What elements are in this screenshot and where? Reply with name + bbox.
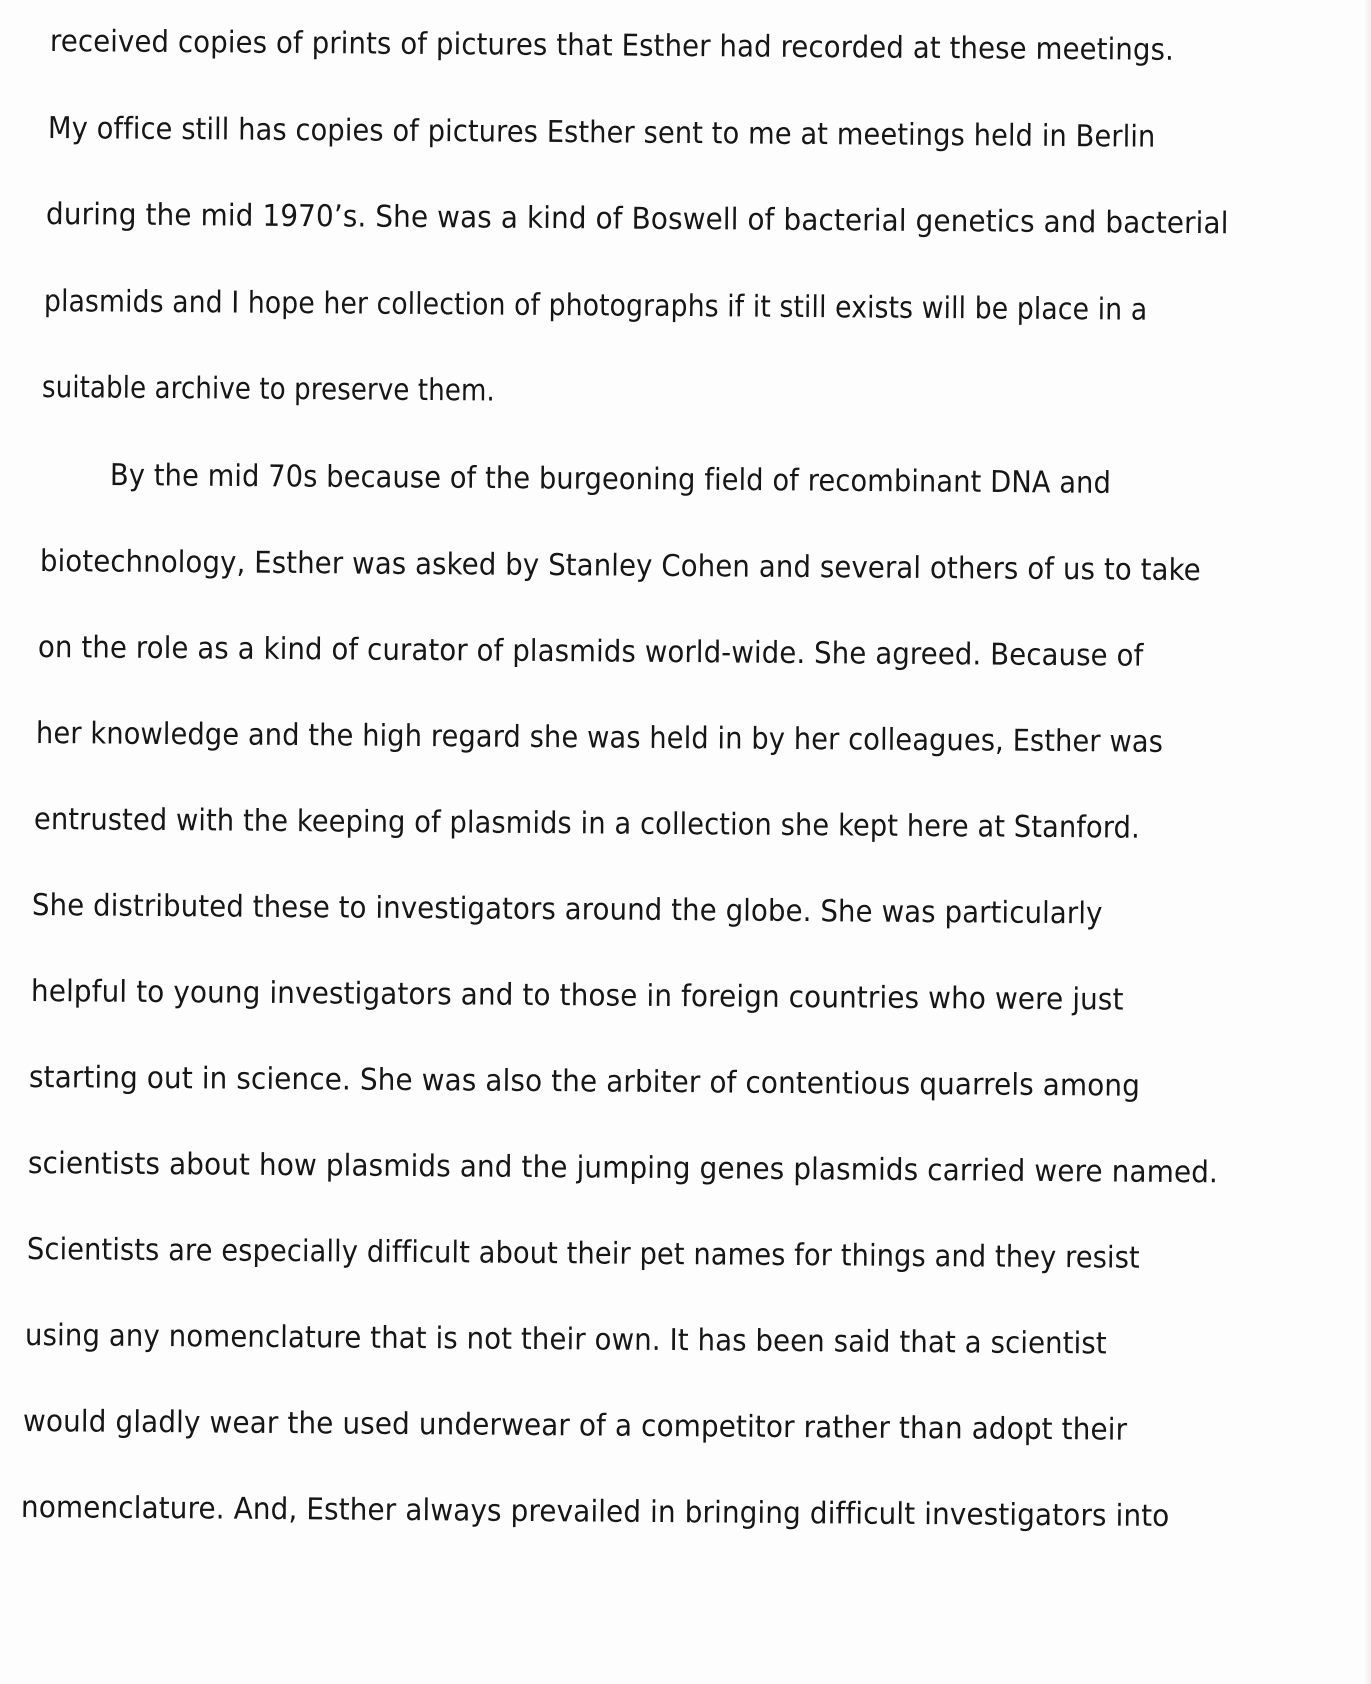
text-line-13: starting out in science. She was also the arbiter of contentious quarrels among [28,1060,1141,1104]
text-line-2: My office still has copies of pictures Esther sent to me at meetings held in Berlin [47,111,1156,155]
text-line-7: biotechnology, Esther was asked by Stanley Cohen and several others of us to take [39,544,1201,589]
scan-edge [1365,0,1371,1684]
text-line-11: She distributed these to investigators around the globe. She was particularly [31,888,1103,932]
text-line-16: using any nomenclature that is not their own. It has been said that a scientist [24,1318,1107,1362]
text-line-18: nomenclature. And, Esther always prevailed in bringing difficult investigators into [20,1490,1170,1535]
text-line-3: during the mid 1970’s. She was a kind of Boswell of bacterial genetics and bacterial [45,197,1229,242]
text-line-10: entrusted with the keeping of plasmids in a collection she kept here at Stanford. [33,802,1140,846]
text-line-6: By the mid 70s because of the burgeoning field of recombinant DNA and [109,458,1112,501]
text-line-8: on the role as a kind of curator of plasmids world-wide. She agreed. Because of [37,630,1144,674]
text-line-9: her knowledge and the high regard she was held in by her colleagues, Esther was [35,716,1164,760]
text-line-1: received copies of prints of pictures that Esther had recorded at these meetings. [49,24,1175,68]
text-line-12: helpful to young investigators and to those in foreign countries who were just [30,974,1124,1018]
text-line-5: suitable archive to preserve them. [41,370,496,409]
text-line-15: Scientists are especially difficult about their pet names for things and they resist [26,1232,1140,1276]
text-line-4: plasmids and I hope her collection of photographs if it still exists will be place in a [43,284,1148,328]
text-line-14: scientists about how plasmids and the jumping genes plasmids carried were named. [27,1146,1219,1191]
text-line-17: would gladly wear the used underwear of a competitor rather than adopt their [22,1404,1128,1448]
